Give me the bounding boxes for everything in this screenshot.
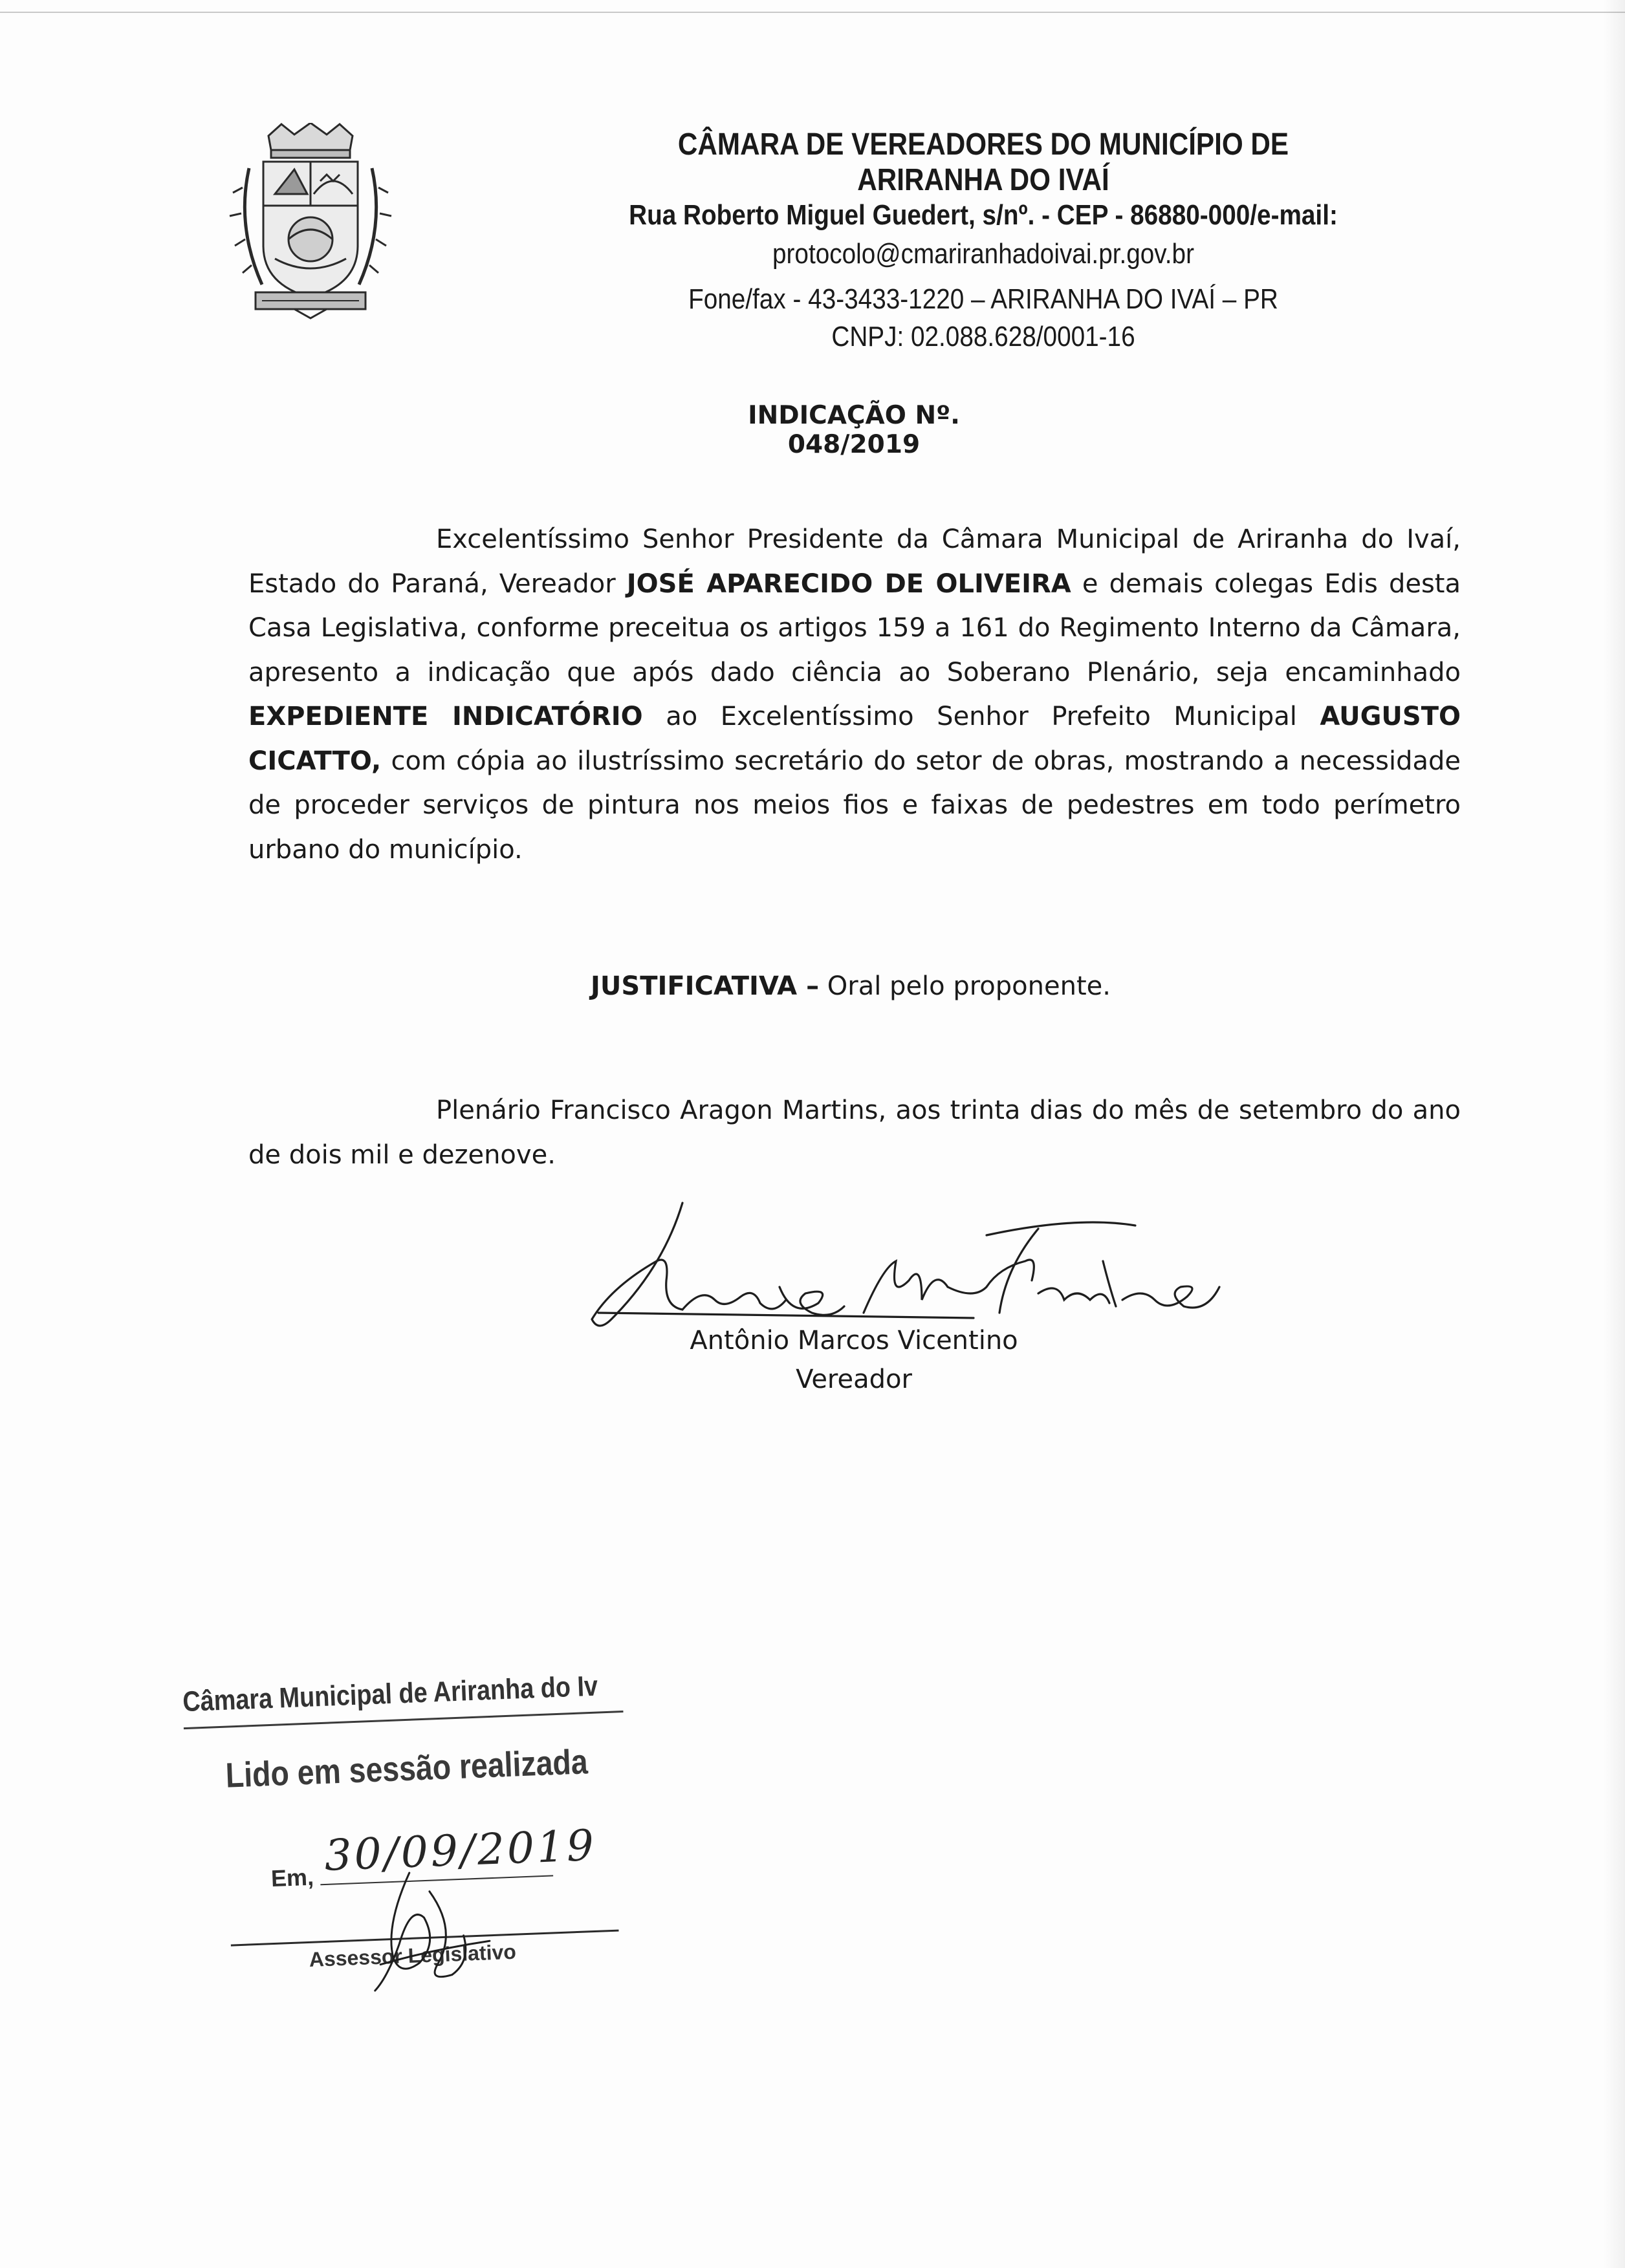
body-text-3: ao Excelentíssimo Senhor Prefeito Municipal	[642, 702, 1320, 731]
justificativa-label: JUSTIFICATIVA –	[591, 971, 820, 1001]
chamber-title: CÂMARA DE VEREADORES DO MUNICÍPIO DE ARIRANHA DO IVAÍ	[677, 127, 1289, 197]
signatory-role: Vereador	[796, 1365, 912, 1394]
chamber-address: Rua Roberto Miguel Guedert, s/nº. - CEP - 86880-000/e-mail:	[629, 199, 1338, 231]
scan-border-line	[0, 12, 1625, 13]
body-text-4: com cópia ao ilustríssimo secretário do setor de obras, mostrando a necessidade de proceder serviços de pintura nos meios fios e faixas de pedestres em todo perímetro urbano do município.	[248, 746, 1461, 865]
body-text-2: e demais colegas Edis desta Casa Legislativa, conforme preceitua os artigos 159 a 161 do Regimento Interno da Câmara, apresento a indicação que após dado ciência ao Soberano Plenário, seja encaminhado	[248, 568, 1461, 687]
mayor-name: AUGUSTO CICATTO,	[248, 702, 1461, 776]
stamp-chamber-name: Câmara Municipal de Ariranha do Iv	[182, 1670, 598, 1718]
chamber-email: protocolo@cmariranhadoivai.pr.gov.br	[772, 238, 1194, 270]
body-text-1: Excelentíssimo Senhor Presidente da Câmara Municipal de Ariranha do Ivaí, Estado do Paraná, Vereador	[248, 524, 1461, 599]
chamber-cnpj: CNPJ: 02.088.628/0001-16	[831, 321, 1135, 352]
signatory-name: Antônio Marcos Vicentino	[690, 1326, 1018, 1355]
handwritten-signature	[585, 1190, 1226, 1332]
closing-paragraph: Plenário Francisco Aragon Martins, aos trinta dias do mês de setembro do ano de dois mil e dezenove.	[248, 1096, 1461, 1170]
stamp-status: Lido em sessão realizada	[224, 1742, 589, 1795]
municipal-coat-of-arms-icon	[223, 123, 398, 320]
justificativa-line	[582, 971, 1119, 1001]
stamp-em-label: Em,	[270, 1863, 314, 1892]
indicacao-title: INDICAÇÃO Nº. 048/2019	[748, 401, 960, 459]
chamber-phone: Fone/fax - 43-3433-1220 – ARIRANHA DO IVAÍ – PR	[688, 283, 1278, 315]
stamp-date: 30/09/2019	[323, 1820, 598, 1881]
session-stamp	[168, 1643, 686, 2024]
justificativa-text: Oral pelo proponente.	[819, 971, 1111, 1001]
scan-edge-shadow	[1603, 0, 1625, 2268]
stamp-role: Assessor Legislativo	[309, 1939, 517, 1971]
president-name: JOSÉ APARECIDO DE OLIVEIRA	[626, 568, 1071, 599]
expediente-label: EXPEDIENTE INDICATÓRIO	[248, 702, 643, 731]
stamp-initials-signature	[357, 1863, 505, 1998]
indicacao-body	[248, 517, 1461, 872]
